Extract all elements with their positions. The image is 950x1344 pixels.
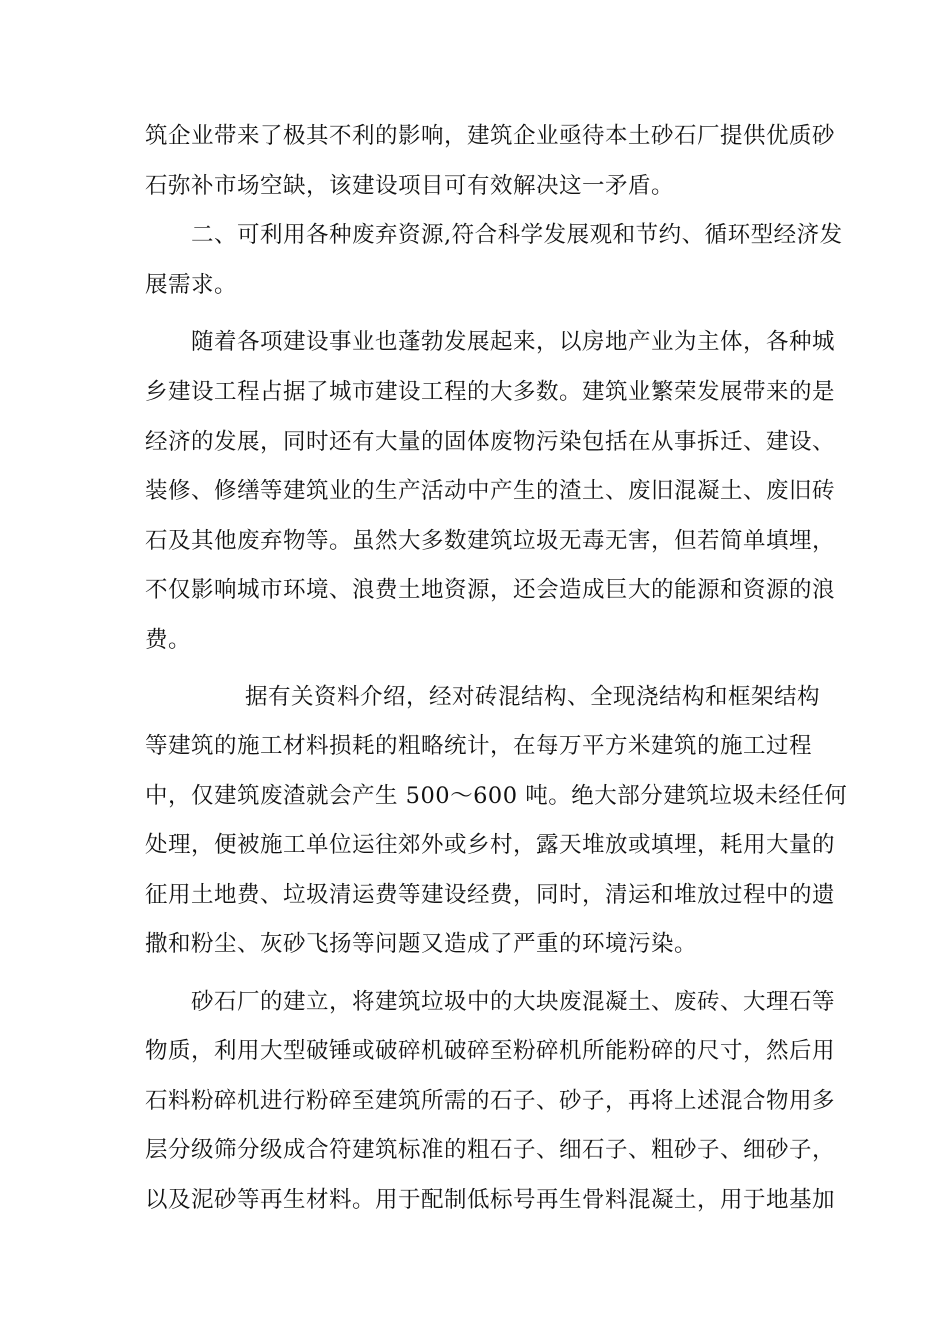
section-heading-line-2: 展需求。	[145, 272, 238, 298]
text-line-9: 石及其他废弃物等。虽然大多数建筑垃圾无毒无害，但若简单填埋，	[145, 528, 836, 554]
text-line-18: 砂石厂的建立，将建筑垃圾中的大块废混凝土、废砖、大理石等	[191, 989, 836, 1015]
text-line-5: 随着各项建设事业也蓬勃发展起来，以房地产业为主体，各种城	[191, 329, 836, 355]
text-line-20: 石料粉碎机进行粉碎至建筑所需的石子、砂子，再将上述混合物用多	[145, 1088, 836, 1114]
text-line-11: 费。	[145, 627, 192, 653]
text-line-21: 层分级筛分级成合符建筑标准的粗石子、细石子、粗砂子、细砂子，	[145, 1137, 836, 1163]
section-heading-line-1: 二、可利用各种废弃资源,符合科学发展观和节约、循环型经济发	[191, 222, 843, 248]
text-line-6: 乡建设工程占据了城市建设工程的大多数。建筑业繁荣发展带来的是	[145, 379, 836, 405]
text-line-8: 装修、修缮等建筑业的生产活动中产生的渣土、废旧混凝土、废旧砖	[145, 478, 836, 504]
text-line-16: 征用土地费、垃圾清运费等建设经费，同时，清运和堆放过程中的遗	[145, 882, 836, 908]
text-line-12: 据有关资料介绍，经对砖混结构、全现浇结构和框架结构	[245, 684, 821, 710]
text-line-15: 处理，便被施工单位运往郊外或乡村，露天堆放或填埋，耗用大量的	[145, 832, 836, 858]
text-line-1: 筑企业带来了极其不利的影响，建筑企业亟待本土砂石厂提供优质砂	[145, 123, 836, 149]
text-line-22: 以及泥砂等再生材料。用于配制低标号再生骨料混凝土，用于地基加	[145, 1187, 836, 1213]
text-line-7: 经济的发展，同时还有大量的固体废物污染包括在从事拆迁、建设、	[145, 429, 836, 455]
text-line-10: 不仅影响城市环境、浪费土地资源，还会造成巨大的能源和资源的浪	[145, 577, 836, 603]
text-line-2: 石弥补市场空缺，该建设项目可有效解决这一矛盾。	[145, 173, 675, 199]
text-line-19: 物质，利用大型破锤或破碎机破碎至粉碎机所能粉碎的尺寸，然后用	[145, 1038, 836, 1064]
text-line-17: 撒和粉尘、灰砂飞扬等问题又造成了严重的环境污染。	[145, 931, 698, 957]
text-line-14: 中，仅建筑废渣就会产生 500～600 吨。绝大部分建筑垃圾未经任何	[145, 783, 848, 809]
text-line-13: 等建筑的施工材料损耗的粗略统计，在每万平方米建筑的施工过程	[145, 733, 813, 759]
